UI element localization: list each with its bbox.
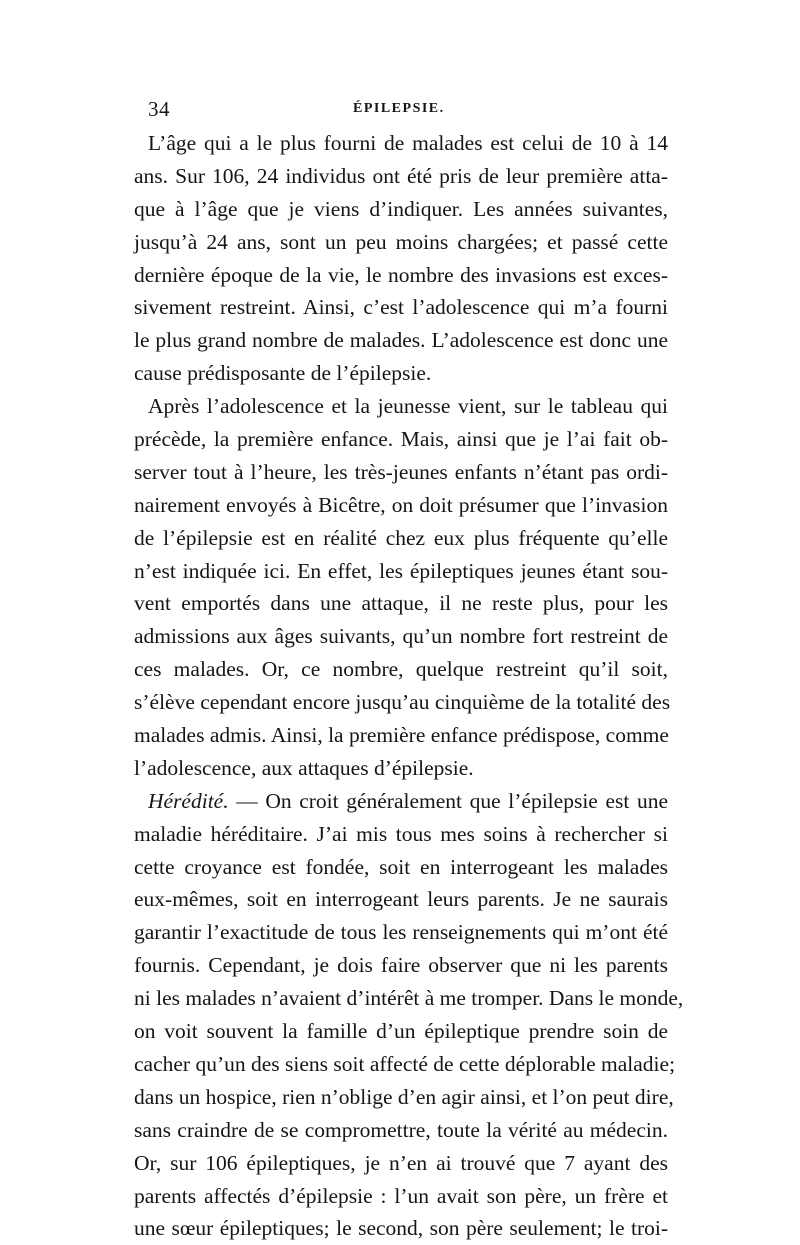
text-line: de l’épilepsie est en réalité chez eux plus fréquente qu’elle xyxy=(134,525,668,550)
text-line: nairement envoyés à Bicêtre, on doit présumer que l’invasion xyxy=(134,492,668,517)
text-line: cause prédisposante de l’épilepsie. xyxy=(134,361,432,386)
text-line: Or, sur 106 épileptiques, je n’en ai trouvé que 7 ayant des xyxy=(134,1150,668,1175)
text-line xyxy=(134,785,668,818)
text-line: dernière époque de la vie, le nombre des invasions est exces- xyxy=(134,262,668,287)
text-line: Après l’adolescence et la jeunesse vient, sur le tableau qui xyxy=(148,394,668,419)
text-line: sans craindre de se compromettre, toute la vérité au médecin. xyxy=(134,1117,668,1142)
text-line: malades admis. Ainsi, la première enfance prédispose, comme xyxy=(134,723,669,748)
text-line: ans. Sur 106, 24 individus ont été pris de leur première atta- xyxy=(134,163,668,188)
text-line: fournis. Cependant, je dois faire observer que ni les parents xyxy=(134,953,668,978)
text-line: maladie héréditaire. J’ai mis tous mes soins à rechercher si xyxy=(134,821,668,846)
text-line: eux-mêmes, soit en interrogeant leurs parents. Je ne saurais xyxy=(134,887,668,912)
text-line: une sœur épileptiques; le second, son père seulement; le troi- xyxy=(134,1216,668,1241)
page-header xyxy=(148,97,668,121)
text-line: n’est indiquée ici. En effet, les épileptiques jeunes étant sou- xyxy=(134,558,668,583)
text-line-rest: — On croit généralement que l’épilepsie est une xyxy=(228,788,668,813)
body-text xyxy=(134,127,684,1245)
text-line: précède, la première enfance. Mais, ainsi que je l’ai fait ob- xyxy=(134,427,668,452)
text-line: cette croyance est fondée, soit en interrogeant les malades xyxy=(134,854,668,879)
text-line: on voit souvent la famille d’un épileptique prendre soin de xyxy=(134,1019,668,1044)
text-line: sivement restreint. Ainsi, c’est l’adolescence qui m’a fourni xyxy=(134,295,668,320)
text-line: vent emportés dans une attaque, il ne reste plus, pour les xyxy=(134,591,668,616)
section-lead-hereditite: Hérédité. xyxy=(148,788,229,813)
text-line: l’adolescence, aux attaques d’épilepsie. xyxy=(134,755,474,780)
text-line: cacher qu’un des siens soit affecté de cette déplorable maladie; xyxy=(134,1051,676,1076)
text-line: L’âge qui a le plus fourni de malades est celui de 10 à 14 xyxy=(148,131,668,155)
text-line: jusqu’à 24 ans, sont un peu moins chargées; et passé cette xyxy=(134,229,668,254)
text-line: le plus grand nombre de malades. L’adolescence est donc une xyxy=(134,328,668,353)
text-line: ces malades. Or, ce nombre, quelque restreint qu’il soit, xyxy=(134,657,668,682)
text-line: parents affectés d’épilepsie : l’un avait son père, un frère et xyxy=(134,1183,668,1208)
running-head: ÉPILEPSIE. xyxy=(353,101,445,116)
text-line: ni les malades n’avaient d’intérêt à me tromper. Dans le monde, xyxy=(134,986,684,1011)
text-line: s’élève cependant encore jusqu’au cinquième de la totalité des xyxy=(134,690,671,715)
text-line: dans un hospice, rien n’oblige d’en agir ainsi, et l’on peut dire, xyxy=(134,1084,674,1109)
text-line: admissions aux âges suivants, qu’un nombre fort restreint de xyxy=(134,624,668,649)
text-line: garantir l’exactitude de tous les renseignements qui m’ont été xyxy=(134,920,668,945)
text-line: server tout à l’heure, les très-jeunes enfants n’étant pas ordi- xyxy=(134,459,668,484)
page-number: 34 xyxy=(148,97,170,121)
text-line: que à l’âge que je viens d’indiquer. Les années suivantes, xyxy=(134,196,668,221)
